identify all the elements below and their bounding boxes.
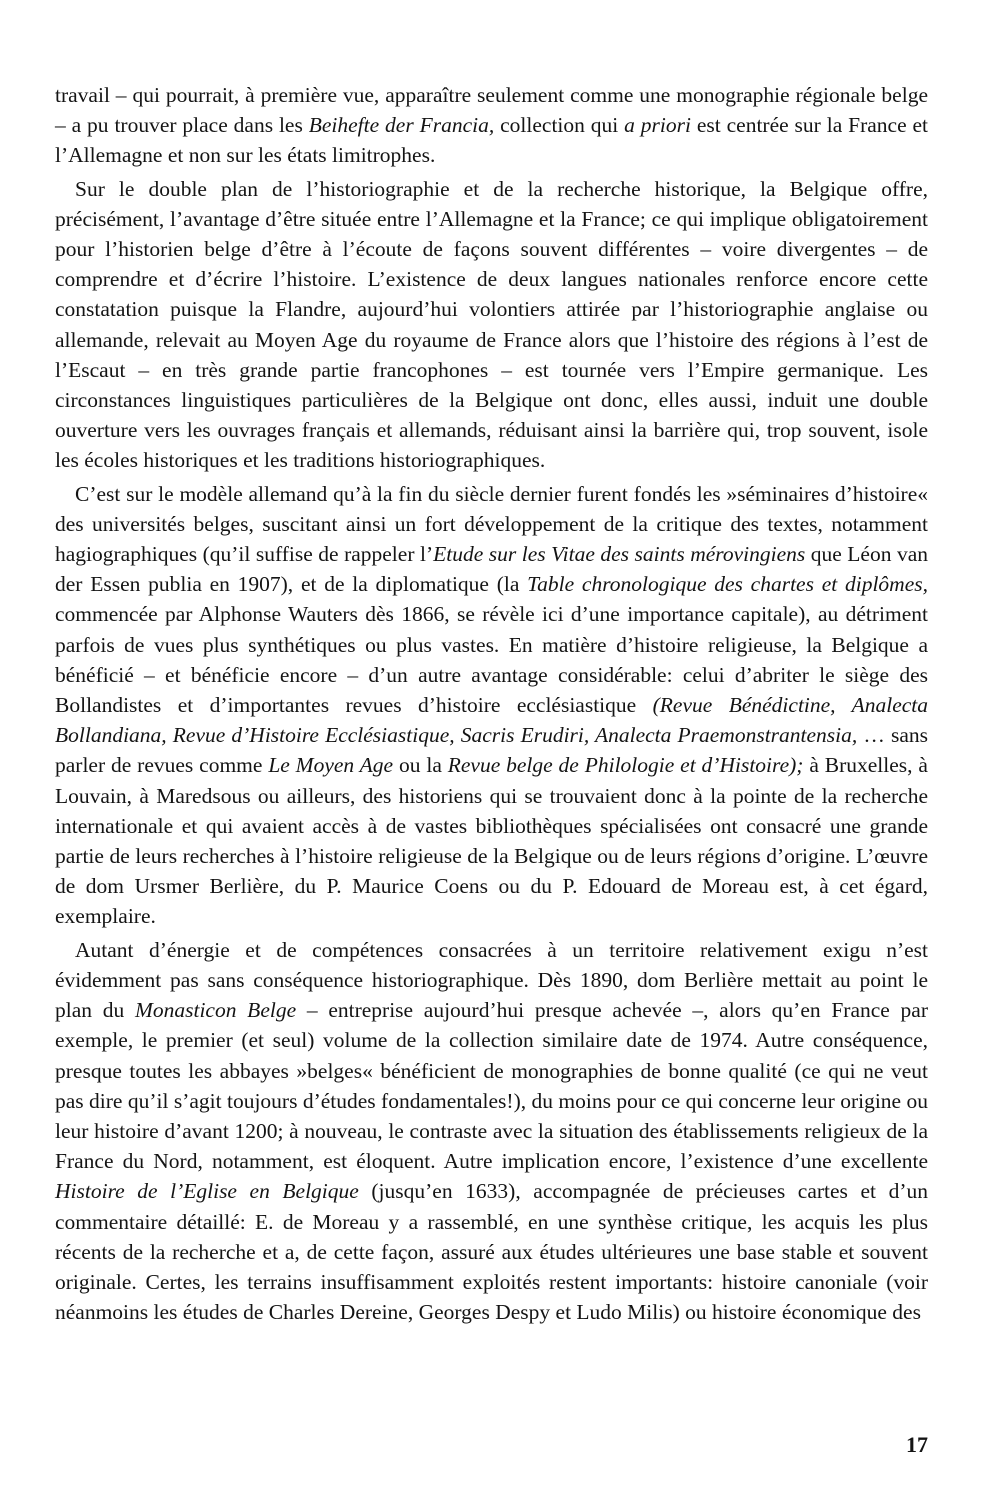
italic-title: Le Moyen Age [268,753,394,778]
paragraph-1 [55,80,928,171]
page-number: 17 [906,1432,928,1457]
text-span: commencée par Alphonse Wauters dès 1866, se révèle ici d’une importance capitale), au détriment parfois de vues plus synthétiques ou plus vastes. En matière d’histoire religieuse, la Belgique a bénéficié – et bénéficie encore – d’un autre avantage considérable: celui d’abriter le siège des Bollandistes et d’importantes revues d’histoire ecclésiastique [55,602,928,718]
italic-title: Beihefte der Francia, [308,113,495,138]
text-span: C’est sur le modèle allemand qu’à la fin du siècle dernier furent fondés les »séminaires d’histoire« des universités belges, suscitant ainsi un fort développement de la critique des textes, notamment hagiographiques (qu’il suffise de rappeler l’ [55,481,928,567]
italic-title: Table chronologique des chartes et diplômes, [527,572,928,597]
text-span: Autant d’énergie et de compétences consacrées à un territoire relativement exigu n’est évidemment pas sans conséquence historiographique. Dès 1890, dom Berlière mettait au point le plan du [55,937,928,1023]
text-span: (jusqu’en 1633), accompagnée de précieuses cartes et d’un commentaire détaillé: E. de Moreau y a rassemblé, en une synthèse critique, les acquis les plus récents de la recherche et a, de cette façon, assuré aux études ultérieures une base stable et souvent originale. Certes, les terrains insuffisamment exploités restent importants: histoire canoniale (voir néanmoins les études de Charles Dereine, Georges Despy et Ludo Milis) ou histoire économique des [55,1179,928,1325]
text-span: à Bruxelles, à Louvain, à Maredsous ou ailleurs, des historiens qui se trouvaient donc à la pointe de la recherche internationale et qui avaient accès à de vastes bibliothèques spécialisées ont consacré une grande partie de leurs recherches à l’histoire religieuse de la Belgique ou de leurs régions d’origine. L’œuvre de dom Ursmer Berlière, du P. Maurice Coens ou du P. Edouard de Moreau est, à cet égard, exemplaire. [55,753,928,929]
italic-title: Histoire de l’Eglise en Belgique [55,1179,359,1204]
text-span: – entreprise aujourd’hui presque achevée –, alors qu’en France par exemple, le premier (et seul) volume de la collection similaire date de 1974. Autre conséquence, presque toutes les abbayes »belges« bénéficient de monographies de bonne qualité (ce qui ne veut pas dire qu’il s’agit toujours d’études fondamentales!), du moins pour ce qui concerne leur origine ou leur histoire d’avant 1200; à nouveau, le contraste avec la situation des établissements religieux de la France du Nord, notamment, est éloquent. Autre implication encore, l’existence d’une excellente [55,998,928,1174]
text-span: … sans parler de revues comme [55,723,928,778]
text-span: est centrée sur la France et l’Allemagne et non sur les états limitrophes. [55,113,929,168]
italic-title: Revue belge de Philologie et d’Histoire); [447,753,804,778]
text-span: que Léon van der Essen publia en 1907), et de la diplomatique (la [55,542,929,597]
page-body [55,80,928,1327]
italic-title: Monasticon Belge [134,998,297,1023]
paragraph-2 [55,174,928,476]
text-span: Sur le double plan de l’historiographie et de la recherche historique, la Belgique offre, précisément, l’avantage d’être située entre l’Allemagne et la France; ce qui implique obligatoirement pour l’historien belge d’être à l’écoute de façons souvent différentes – voire divergentes – de comprendre et d’écrire l’histoire. L’existence de deux langues nationales renforce encore cette constatation puisque la Flandre, aujourd’hui volontiers attirée par l’historiographie anglaise ou allemande, relevait au Moyen Age du royaume de France alors que l’histoire des régions à l’est de l’Escaut – en très grande partie francophones – est tournée vers l’Empire germanique. Les circonstances linguistiques particulières de la Belgique ont donc, elles aussi, induit une double ouverture vers les ouvrages français et allemands, réduisant ainsi la barrière qui, trop souvent, isole les écoles historiques et les traditions historiographiques. [55,176,928,473]
italic-term: a priori [624,113,691,138]
paragraph-4 [55,935,928,1328]
text-span: ou la [393,753,448,778]
italic-title: Etude sur les Vitae des saints mérovingiens [433,542,806,567]
italic-title: (Revue Bénédictine, Analecta Bollandiana, Revue d’Histoire Ecclésiastique, Sacris Erudiri, Analecta Praemonstrantensia, [55,693,928,748]
paragraph-3 [55,479,928,932]
text-span: travail – qui pourrait, à première vue, apparaître seulement comme une monographie régionale belge – a pu trouver place dans les [55,83,928,138]
text-span: collection qui [494,113,625,138]
